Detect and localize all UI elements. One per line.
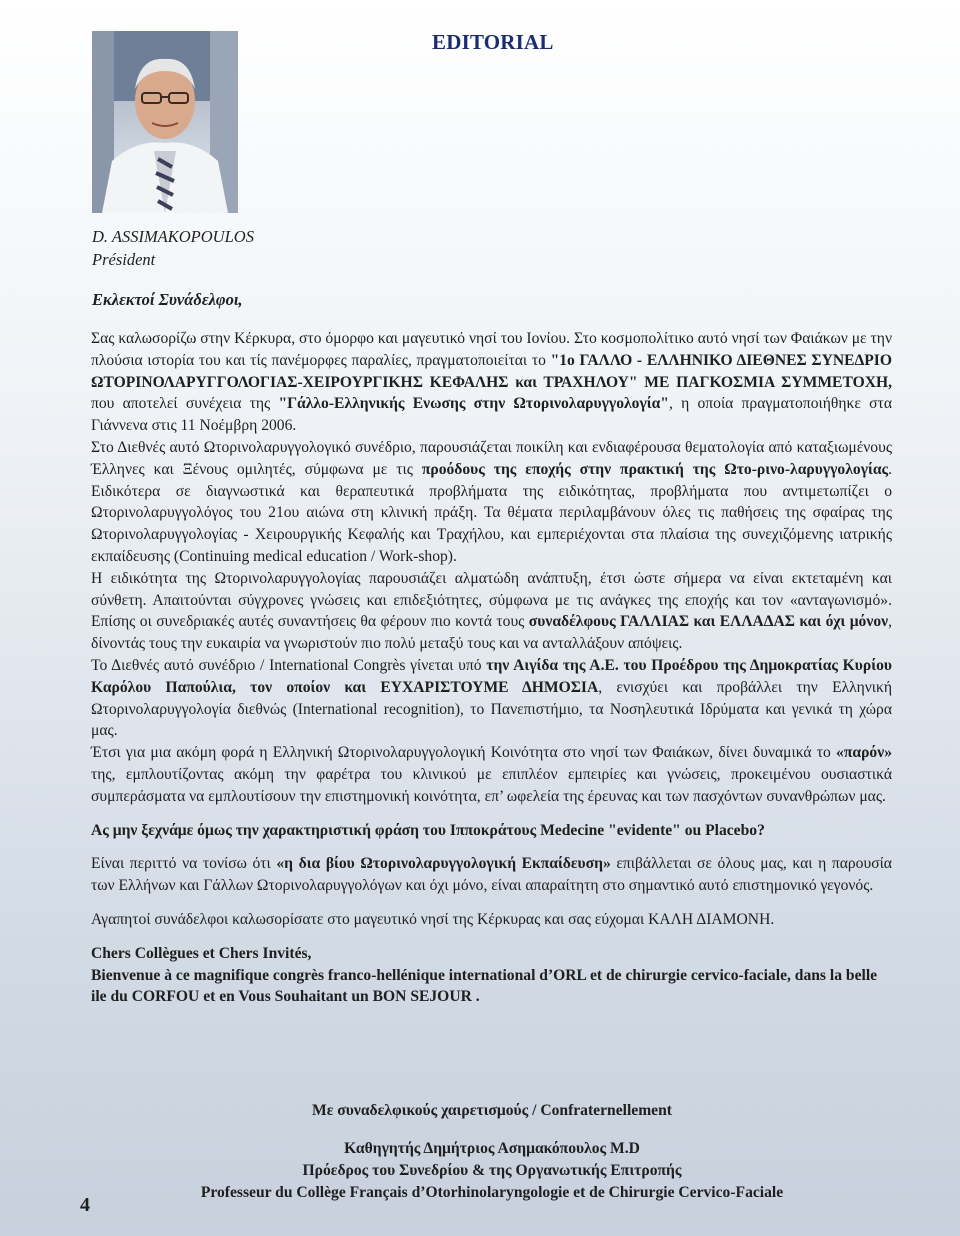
paragraph-8: Αγαπητοί συνάδελφοι καλωσορίσατε στο μαγευτικό νησί της Κέρκυρας και σας εύχομαι ΚΑΛΗ ΔΙΑΜΟΝΗ. bbox=[91, 910, 775, 928]
text-run: . Ειδικότερα σε διαγνωστικά και θεραπευτικά προβλήματα της ειδικότητας, προβλήματα που αντιμετωπίζει ο Ωτορινολαρυγγολόγος του 21ου αιώνα στη κλινική πράξη. Τα θέματα περιλαμβάνουν όλες τις παθήσεις της σφαίρας της Ωτορινολαρυγγολογίας - Χειρουργικής Κεφαλής και Τραχήλου, και εμπεριέχονται στα πλαίσια της συνεχιζόμενης ιατρικής εκπαίδευσης (Continuing medical education / Work-shop). bbox=[91, 460, 893, 565]
signature-title: Πρόεδρος του Συνεδρίου & της Οργανωτικής Επιτροπής bbox=[302, 1162, 682, 1179]
paragraph-3 bbox=[91, 568, 892, 655]
text-run: Στο Διεθνές αυτό Ωτορινολαρυγγολογικό συνέδριο, παρουσιάζεται ποικίλη και ενδιαφέρουσα θεματολογία από καταξιωμένους Έλληνες και Ξένους ομιλητές, σύμφωνα με τις bbox=[91, 438, 892, 478]
text-run: επιβάλλεται σε όλους μας, και η παρουσία των Ελλήνων και Γάλλων Ωτορινολαρυγγολόγων και όχι μόνο, είναι απαραίτητη στο σημαντικό αυτό επιστημονικό γεγονός. bbox=[91, 855, 892, 895]
greeting: Εκλεκτοί Συνάδελφοι, bbox=[92, 290, 243, 309]
page-number: 4 bbox=[80, 1194, 90, 1216]
text-run: Είναι περιττό να τονίσω ότι bbox=[91, 855, 277, 873]
bold-run: «παρόν» bbox=[836, 744, 892, 762]
author-photo bbox=[92, 31, 238, 213]
bold-run: την Αιγίδα της Α.Ε. του Προέδρου της Δημοκρατίας Κυρίου Καρόλου Παπούλια, τον οποίον και ΕΥΧΑΡΙΣΤΟΥΜΕ ΔΗΜΟΣΙΑ bbox=[91, 656, 892, 696]
french-greeting: Chers Collègues et Chers Invités, bbox=[91, 944, 312, 962]
text-run: Σας καλωσορίζω στην Κέρκυρα, στο όμορφο και μαγευτικό νησί του Ιονίου. Στο κοσμοπολίτικο αυτό νησί των Φαιάκων με την πλούσια ιστορία του και τίς πανέμορφες παραλίες, πραγματοποιείται το bbox=[91, 330, 892, 369]
text-run: , δίνοντάς τους την ευκαιρία να γνωριστούν πιο πολύ μεταξύ τους και να ανταλλάξουν απόψεις. bbox=[91, 613, 892, 653]
author-caption bbox=[92, 225, 254, 271]
author-role: Président bbox=[92, 250, 156, 269]
text-run: Έτσι για μια ακόμη φορά η Ελληνική Ωτορινολαρυγγολογική Κοινότητα στο νησί των Φαιάκων, δίνει δυναμικά το bbox=[91, 744, 837, 762]
paragraph-7 bbox=[91, 853, 892, 897]
text-run: , η οποία πραγματοποιήθηκε στα Γιάννενα στις 11 Νοέμβρη 2006. bbox=[91, 395, 892, 435]
text-run: που αποτελεί συνέχεια της bbox=[91, 395, 279, 413]
bold-run: "1ο ΓΑΛΛΟ - ΕΛΛΗΝΙΚΟ ΔΙΕΘΝΕΣ ΣΥΝΕΔΡΙΟ ΩΤΟΡΙΝΟΛΑΡΥΓΓΟΛΟΓΙΑΣ-ΧΕΙΡΟΥΡΓΙΚΗΣ ΚΕΦΑΛΗΣ και ΤΡΑΧΗΛΟΥ" ΜΕ ΠΑΓΚΟΣΜΙΑ ΣΥΜΜΕΤΟΧΗ, bbox=[91, 351, 893, 391]
signature-name: Καθηγητής Δημήτριος Ασημακόπουλος M.D bbox=[344, 1140, 640, 1157]
bold-run: «η δια βίου Ωτορινολαρυγγολογική Εκπαίδευση» bbox=[276, 855, 611, 873]
paragraph-4 bbox=[91, 655, 892, 742]
letter-body bbox=[91, 328, 892, 1008]
author-name: D. ASSIMAKOPOULOS bbox=[92, 227, 254, 246]
paragraph-hippocrates: Ας μην ξεχνάμε όμως την χαρακτηριστική φράση του Ιπποκράτους Medecine "evidente" ou Placebo? bbox=[91, 821, 765, 839]
closing-line: Με συναδελφικούς χαιρετισμούς / Confraternellement bbox=[312, 1102, 672, 1119]
paragraph-5 bbox=[91, 742, 892, 807]
text-run: Το Διεθνές αυτό συνέδριο / International Congrès γίνεται υπό bbox=[91, 656, 487, 674]
bold-run: προόδους της εποχής στην πρακτική της Ωτο-ρινο-λαρυγγολογίας bbox=[421, 460, 889, 478]
bold-run: συναδέλφους ΓΑΛΛΙΑΣ και ΕΛΛΑΔΑΣ και όχι μόνον bbox=[528, 613, 889, 631]
text-run: , ενισχύει και προβάλλει την Ελληνική Ωτορινολαρυγγολογία διεθνώς (International recognition), το Πανεπιστήμιο, τα Νοσηλευτικά Ιδρύματα και γενικά τη χώρα μας. bbox=[91, 678, 892, 740]
page-title: EDITORIAL bbox=[432, 30, 554, 54]
signature-block bbox=[0, 1138, 960, 1204]
paragraph-1 bbox=[91, 328, 892, 437]
text-run: Η ειδικότητα της Ωτορινολαρυγγολογίας παρουσιάζει αλματώδη ανάπτυξη, έτσι ώστε σήμερα να είναι εκτεταμένη και σύνθετη. Απαιτούνται σύγχρονες γνώσεις και επιδεξιότητες, σύμφωνα με τις ανάγκες της εποχής και τον «ανταγωνισμό». Επίσης οι συνεδριακές αυτές συναντήσεις θα φέρουν πιο κοντά τους bbox=[91, 569, 892, 631]
signature-affiliation: Professeur du Collège Français d’Otorhinolaryngologie et de Chirurgie Cervico-Faciale bbox=[200, 1184, 784, 1201]
bold-run: "Γάλλο-Ελληνικής Ενωσης στην Ωτορινολαρυγγολογία" bbox=[278, 395, 669, 413]
paragraph-2 bbox=[91, 437, 892, 568]
portrait-image bbox=[92, 31, 238, 213]
french-welcome: Bienvenue à ce magnifique congrès franco-hellénique international d’ORL et de chirurgie cervico-faciale, dans la belle ile du CORFOU et en Vous Souhaitant un BON SEJOUR . bbox=[91, 966, 878, 1006]
text-run: της, εμπλουτίζοντας ακόμη την φαρέτρα του κλινικού με επιπλέον εμπειρίες και γνώσεις, προκειμένου ουσιαστικά συμπεράσματα να εμπλουτίσουν την επιστημονική κοινότητα, επ’ ωφελεία της έρευνας και των πασχόντων συνανθρώπων μας. bbox=[91, 765, 892, 805]
